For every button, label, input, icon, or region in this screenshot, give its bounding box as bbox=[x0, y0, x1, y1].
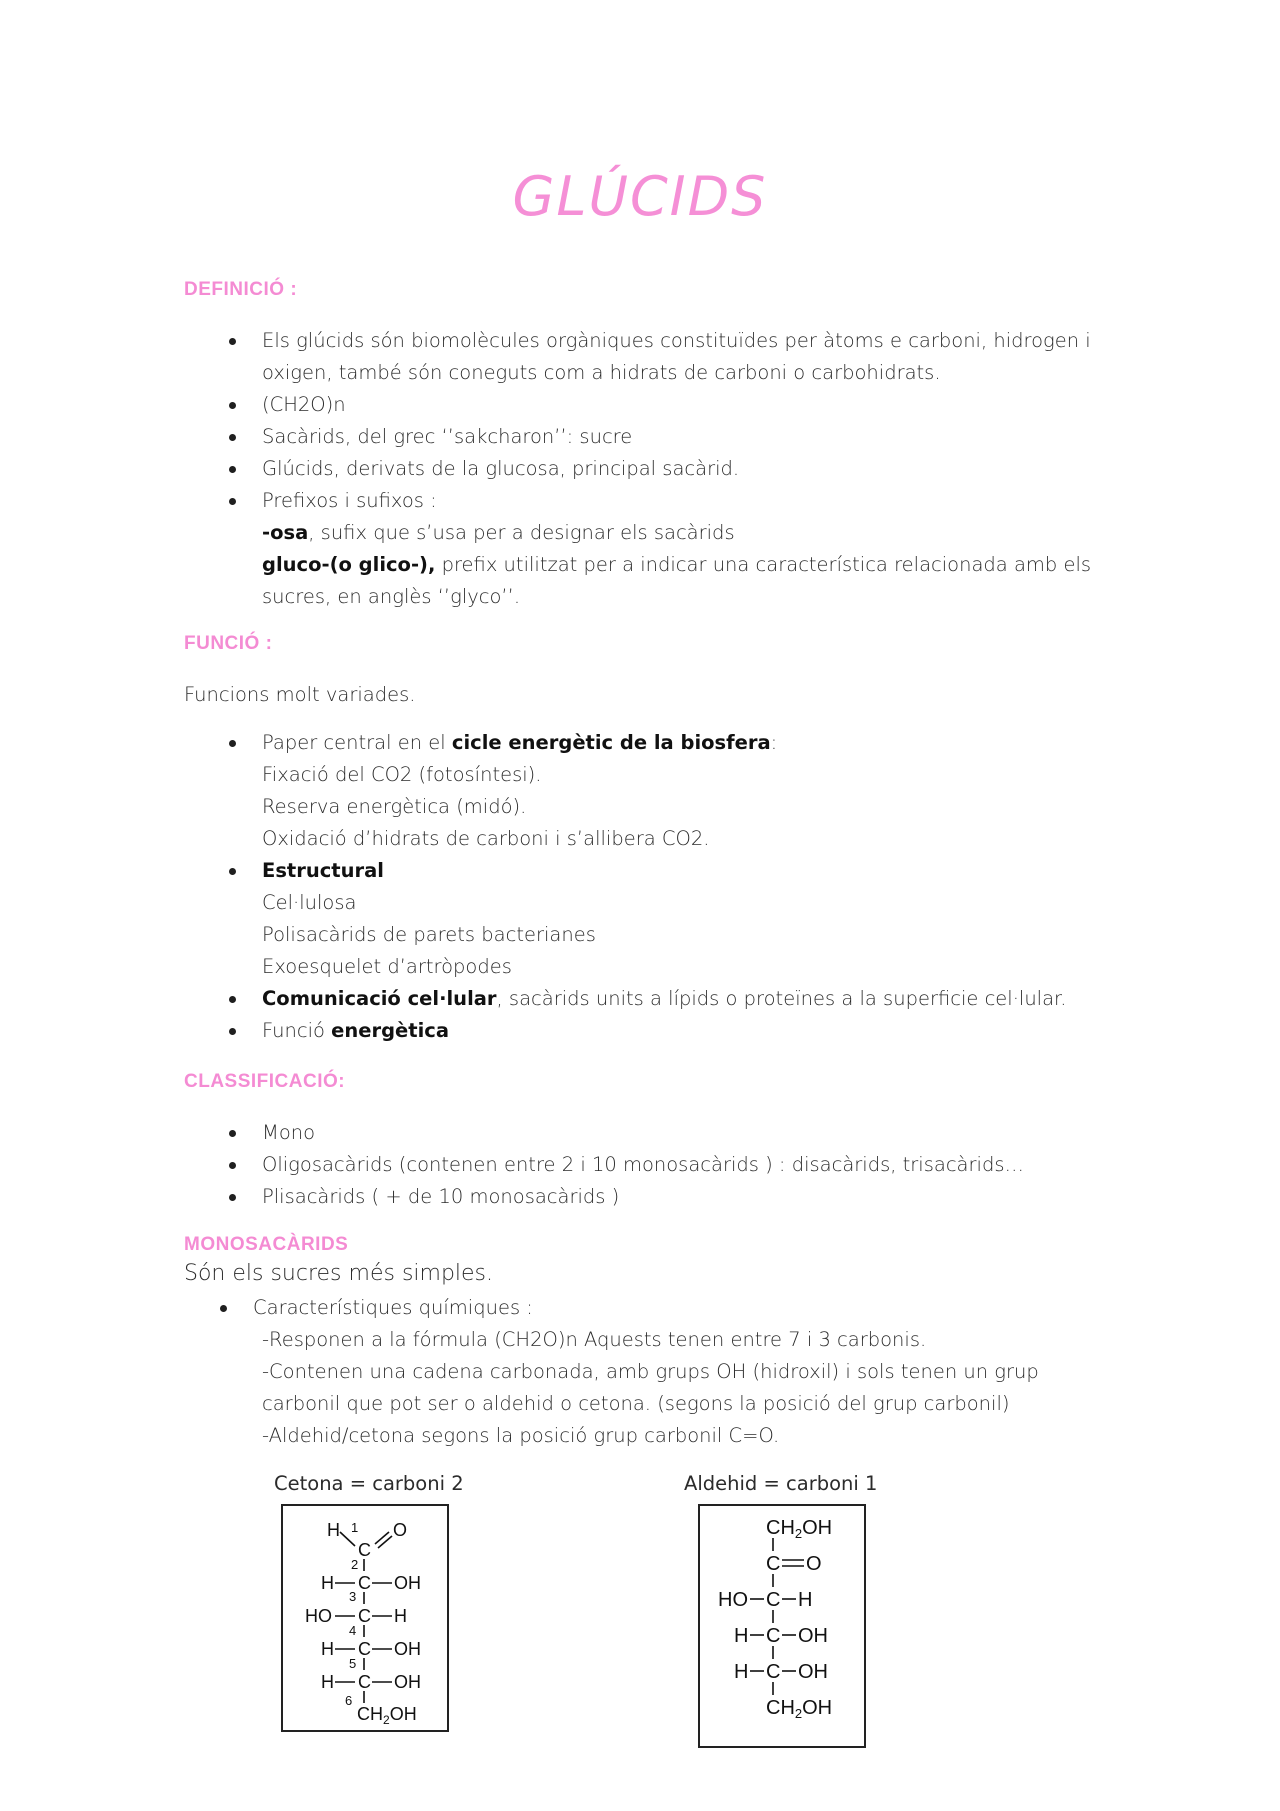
atom-label: HO bbox=[305, 1606, 332, 1626]
bullet bbox=[229, 338, 236, 345]
heading-definicio: DEFINICIÓ : bbox=[184, 279, 298, 300]
bullet bbox=[229, 434, 236, 441]
bullet bbox=[229, 996, 236, 1003]
def-gluco-line bbox=[262, 553, 1091, 576]
funcio-3-rest: , sacàrids units a lípids o proteïnes a la superficie cel·lular. bbox=[496, 987, 1067, 1010]
def-item-4: Glúcids, derivats de la glucosa, principal sacàrid. bbox=[262, 457, 740, 480]
def-item-1b: oxigen, també són coneguts com a hidrats de carboni o carbohidrats. bbox=[262, 361, 941, 384]
bond bbox=[375, 1532, 389, 1544]
bond bbox=[378, 1536, 392, 1548]
atom-label: O bbox=[393, 1520, 408, 1540]
atom-label: OH bbox=[394, 1639, 421, 1659]
class-item: Mono bbox=[262, 1121, 316, 1144]
funcio-1-post: : bbox=[770, 731, 778, 754]
carbon-number: 3 bbox=[349, 1589, 357, 1604]
bullet bbox=[229, 740, 236, 747]
def-gluco-cont: sucres, en anglès ‘’glyco’’. bbox=[262, 585, 521, 608]
mono-subtitle: Són els sucres més simples. bbox=[184, 1261, 494, 1286]
atom-label: C bbox=[766, 1589, 781, 1611]
atom-label: C bbox=[766, 1625, 781, 1647]
bullet bbox=[229, 498, 236, 505]
atom-label: OH bbox=[798, 1661, 828, 1683]
def-gluco-rest: prefix utilitzat per a indicar una característica relacionada amb els bbox=[435, 553, 1092, 576]
class-item: Plisacàrids ( + de 10 monosacàrids ) bbox=[262, 1185, 620, 1208]
bullet bbox=[220, 1305, 227, 1312]
funcio-2-sub: Polisacàrids de parets bacterianes bbox=[262, 923, 596, 946]
atom-label: H bbox=[798, 1589, 813, 1611]
bullet bbox=[229, 1028, 236, 1035]
atom-label: $CH_2OH$ bbox=[766, 1697, 833, 1721]
funcio-item-1 bbox=[262, 731, 777, 754]
atom-label: OH bbox=[798, 1625, 828, 1647]
heading-funcio: FUNCIÓ : bbox=[184, 633, 273, 654]
mono-line: -Contenen una cadena carbonada, amb grups OH (hidroxil) i sols tenen un grup bbox=[262, 1360, 1039, 1383]
funcio-item-2 bbox=[262, 859, 384, 882]
funcio-1-sub: Reserva energètica (midó). bbox=[262, 795, 527, 818]
atom-label: H bbox=[321, 1672, 334, 1692]
funcio-1-sub: Oxidació d’hidrats de carboni i s’allibera CO2. bbox=[262, 827, 710, 850]
def-item-2: (CH2O)n bbox=[262, 393, 346, 416]
bullet bbox=[229, 868, 236, 875]
atom-label: $CH_2OH$ bbox=[766, 1517, 833, 1541]
atom-label: $CH_2OH$ bbox=[357, 1704, 417, 1727]
heading-classificacio: CLASSIFICACIÓ: bbox=[184, 1071, 346, 1092]
carbon-number: 2 bbox=[351, 1557, 359, 1572]
carbon-number: 4 bbox=[349, 1623, 357, 1638]
funcio-1-pre: Paper central en el bbox=[262, 731, 452, 754]
heading-monosacarids: MONOSACÀRIDS bbox=[184, 1234, 349, 1255]
def-osa-line bbox=[262, 521, 735, 544]
atom-label: H bbox=[321, 1573, 334, 1593]
atom-label: C bbox=[358, 1672, 371, 1692]
atom-label: C bbox=[358, 1639, 371, 1659]
bullet bbox=[229, 1194, 236, 1201]
def-item-5: Prefixos i sufixos : bbox=[262, 489, 437, 512]
carbon-number: 6 bbox=[345, 1693, 353, 1708]
bullet bbox=[229, 1162, 236, 1169]
funcio-item-4 bbox=[262, 1019, 449, 1042]
atom-label: H bbox=[327, 1520, 340, 1540]
mono-bullet: Característiques químiques : bbox=[253, 1296, 533, 1319]
atom-label: OH bbox=[394, 1672, 421, 1692]
carbon-number: 5 bbox=[349, 1656, 357, 1671]
atom-label: O bbox=[806, 1553, 822, 1575]
structure-right-svg bbox=[700, 1506, 864, 1746]
structure-figure-left bbox=[281, 1504, 449, 1732]
def-gluco-bold: gluco-(o glico-), bbox=[262, 553, 436, 576]
funcio-1-bold: cicle energètic de la biosfera bbox=[451, 731, 771, 754]
funcio-2-bold: Estructural bbox=[262, 859, 384, 882]
def-item-3: Sacàrids, del grec ‘’sakcharon’’: sucre bbox=[262, 425, 633, 448]
mono-line: -Aldehid/cetona segons la posició grup carbonil C=O. bbox=[262, 1424, 780, 1447]
atom-label: H bbox=[734, 1661, 749, 1683]
fig-left-label: Cetona = carboni 2 bbox=[274, 1472, 464, 1495]
mono-line: carbonil que pot ser o aldehid o cetona. (segons la posició del grup carbonil) bbox=[262, 1392, 1010, 1415]
funcio-item-3 bbox=[262, 987, 1066, 1010]
page-title: GLÚCIDS bbox=[512, 165, 768, 228]
def-osa-bold: -osa bbox=[262, 521, 309, 544]
atom-label: C bbox=[358, 1573, 371, 1593]
funcio-intro: Funcions molt variades. bbox=[184, 683, 416, 706]
structure-figure-right bbox=[698, 1504, 866, 1748]
def-item-1a: Els glúcids són biomolècules orgàniques constituïdes per àtoms e carboni, hidrogen i bbox=[262, 329, 1091, 352]
bullet bbox=[229, 402, 236, 409]
atom-label: C bbox=[766, 1661, 781, 1683]
atom-label: HO bbox=[718, 1589, 748, 1611]
funcio-2-sub: Cel·lulosa bbox=[262, 891, 357, 914]
carbon-number: 1 bbox=[351, 1520, 359, 1535]
structure-left-svg bbox=[283, 1506, 447, 1730]
bullet bbox=[229, 466, 236, 473]
atom-label: C bbox=[358, 1540, 371, 1560]
fig-right-label: Aldehid = carboni 1 bbox=[684, 1472, 878, 1495]
funcio-1-sub: Fixació del CO2 (fotosíntesi). bbox=[262, 763, 542, 786]
atom-label: OH bbox=[394, 1573, 421, 1593]
atom-label: C bbox=[766, 1553, 781, 1575]
bullet bbox=[229, 1130, 236, 1137]
atom-label: H bbox=[394, 1606, 407, 1626]
atom-label: H bbox=[734, 1625, 749, 1647]
def-osa-rest: , sufix que s’usa per a designar els sacàrids bbox=[308, 521, 735, 544]
atom-label: C bbox=[358, 1606, 371, 1626]
funcio-3-bold: Comunicació cel·lular bbox=[262, 987, 497, 1010]
funcio-2-sub: Exoesquelet d’artròpodes bbox=[262, 955, 512, 978]
funcio-4-bold: energètica bbox=[331, 1019, 449, 1042]
mono-line: -Responen a la fórmula (CH2O)n Aquests tenen entre 7 i 3 carbonis. bbox=[262, 1328, 927, 1351]
funcio-4-pre: Funció bbox=[262, 1019, 332, 1042]
atom-label: H bbox=[321, 1639, 334, 1659]
class-item: Oligosacàrids (contenen entre 2 i 10 monosacàrids ) : disacàrids, trisacàrids… bbox=[262, 1153, 1024, 1176]
